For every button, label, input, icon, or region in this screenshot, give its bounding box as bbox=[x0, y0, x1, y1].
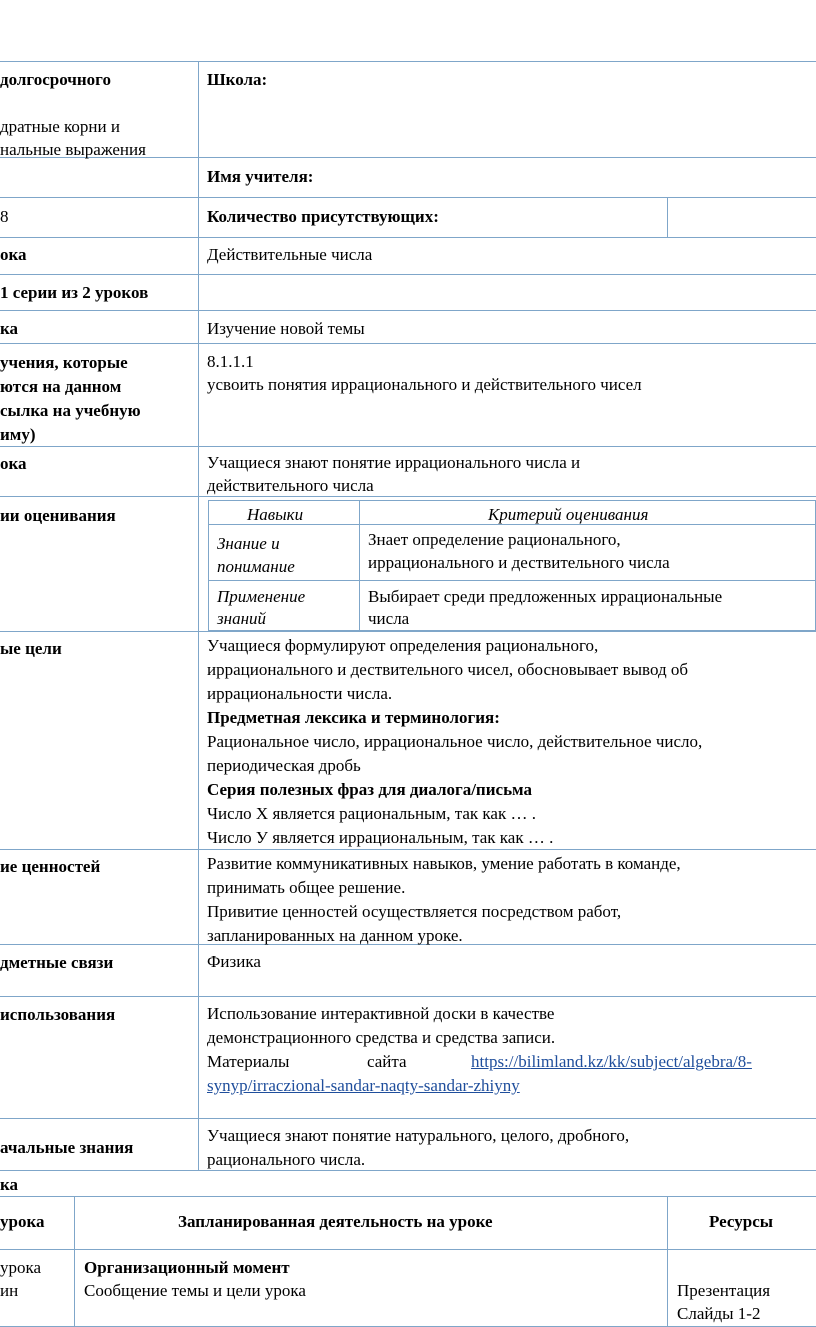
plan-col-divider bbox=[667, 1196, 668, 1327]
language-line: Учащиеся формулируют определения рационального, bbox=[207, 636, 599, 655]
row-divider bbox=[0, 849, 816, 850]
ict-line: Использование интерактивной доски в качестве bbox=[207, 1004, 555, 1023]
prior-label: ачальные знания bbox=[0, 1138, 134, 1157]
objectives-code: 8.1.1.1 bbox=[207, 352, 254, 371]
values-line: запланированных на данном уроке. bbox=[207, 926, 463, 945]
inner-table-top bbox=[208, 500, 816, 501]
lesson-goals-line: Учащиеся знают понятие иррационального числа и bbox=[207, 453, 581, 472]
assessment-criterion: Знает определение рационального, bbox=[368, 530, 621, 549]
vocabulary-heading: Предметная лексика и терминология: bbox=[207, 708, 500, 727]
language-line: Число У является иррациональным, так как … . bbox=[207, 828, 554, 847]
language-label: ые цели bbox=[0, 639, 62, 658]
inner-table-bottom bbox=[208, 630, 816, 631]
row-divider bbox=[0, 996, 816, 997]
plan-header-resources: Ресурсы bbox=[709, 1212, 774, 1231]
row-divider bbox=[0, 446, 816, 447]
table-top-border bbox=[0, 61, 816, 62]
objectives-text: усвоить понятия иррационального и действительного чисел bbox=[207, 375, 642, 394]
assessment-skill: знаний bbox=[217, 609, 266, 628]
plan-header-bottom bbox=[0, 1249, 816, 1250]
assessment-header-skills: Навыки bbox=[247, 505, 304, 524]
inner-table-row-divider bbox=[208, 580, 816, 581]
row-divider bbox=[0, 197, 816, 198]
lesson-type-label: ка bbox=[0, 319, 19, 338]
language-line: иррационального и дествительного чисел, обосновывает вывод об bbox=[207, 660, 689, 679]
language-line: Рациональное число, иррациональное число, действительное число, bbox=[207, 732, 703, 751]
row-divider bbox=[0, 237, 816, 238]
ict-label: использования bbox=[0, 1005, 116, 1024]
topic-label: ока bbox=[0, 245, 27, 264]
cross-value: Физика bbox=[207, 952, 261, 971]
values-label: ие ценностей bbox=[0, 857, 101, 876]
plan-stage-line: ин bbox=[0, 1281, 19, 1300]
section-value-line: нальные выражения bbox=[0, 140, 146, 159]
assessment-label: ии оценивания bbox=[0, 506, 116, 525]
plan-header-stage: урока bbox=[0, 1212, 45, 1231]
prior-line: рационального числа. bbox=[207, 1150, 366, 1169]
section-value-line: дратные корни и bbox=[0, 117, 120, 136]
assessment-criterion: иррационального и дествительного числа bbox=[368, 553, 670, 572]
inner-table-left bbox=[208, 500, 209, 630]
row-divider bbox=[0, 310, 816, 311]
ict-materials-word: Материалы bbox=[207, 1052, 290, 1071]
plan-resource-line: Презентация bbox=[677, 1281, 771, 1300]
values-line: принимать общее решение. bbox=[207, 878, 406, 897]
inner-table-col-divider bbox=[359, 500, 360, 630]
language-line: иррациональности числа. bbox=[207, 684, 393, 703]
assessment-skill: Знание и bbox=[217, 534, 280, 553]
plan-stage-line: урока bbox=[0, 1258, 42, 1277]
plan-activity-text: Сообщение темы и цели урока bbox=[84, 1281, 306, 1300]
ict-site-word: сайта bbox=[367, 1052, 407, 1071]
school-label: Школа: bbox=[207, 70, 268, 89]
column-divider bbox=[198, 61, 199, 1170]
plan-col-divider bbox=[74, 1196, 75, 1327]
cross-label: дметные связи bbox=[0, 953, 114, 972]
language-line: периодическая дробь bbox=[207, 756, 361, 775]
ict-line: демонстрационного средства и средства записи. bbox=[207, 1028, 556, 1047]
present-cell-divider bbox=[667, 197, 668, 237]
objectives-label-line: сылка на учебную bbox=[0, 401, 141, 420]
values-line: Развитие коммуникативных навыков, умение работать в команде, bbox=[207, 854, 681, 873]
ict-link[interactable]: https://bilimland.kz/kk/subject/algebra/8- bbox=[471, 1052, 752, 1071]
objectives-label-line: учения, которые bbox=[0, 353, 128, 372]
row-divider bbox=[0, 1118, 816, 1119]
phrases-heading: Серия полезных фраз для диалога/письма bbox=[207, 780, 533, 799]
plan-activity-title: Организационный момент bbox=[84, 1258, 290, 1277]
plan-table-top bbox=[0, 1196, 816, 1197]
assessment-header-criteria: Критерий оценивания bbox=[488, 505, 649, 524]
row-divider bbox=[0, 496, 816, 497]
plan-heading: ка bbox=[0, 1175, 19, 1194]
lesson-type-value: Изучение новой темы bbox=[207, 319, 365, 338]
objectives-label-line: ются на данном bbox=[0, 377, 122, 396]
lesson-goals-line: действительного числа bbox=[207, 476, 374, 495]
row-divider bbox=[0, 343, 816, 344]
series-label: 1 серии из 2 уроков bbox=[0, 283, 149, 302]
row-divider bbox=[0, 274, 816, 275]
plan-header-activity: Запланированная деятельность на уроке bbox=[178, 1212, 493, 1231]
topic-value: Действительные числа bbox=[207, 245, 373, 264]
section-label: долгосрочного bbox=[0, 70, 111, 89]
assessment-skill: Применение bbox=[217, 587, 306, 606]
assessment-criterion: Выбирает среди предложенных иррациональные bbox=[368, 587, 723, 606]
ict-link-continued[interactable]: synyp/irraczional-sandar-naqty-sandar-zhiyny bbox=[207, 1076, 520, 1095]
table-bottom-border bbox=[0, 1170, 816, 1171]
row-divider bbox=[0, 631, 816, 632]
prior-line: Учащиеся знают понятие натурального, целого, дробного, bbox=[207, 1126, 630, 1145]
grade-label: 8 bbox=[0, 207, 9, 226]
assessment-criterion: числа bbox=[368, 609, 410, 628]
language-line: Число Х является рациональным, так как … . bbox=[207, 804, 536, 823]
objectives-label-line: иму) bbox=[0, 425, 36, 444]
plan-resource-line: Слайды 1-2 bbox=[677, 1304, 761, 1323]
values-line: Привитие ценностей осуществляется посредством работ, bbox=[207, 902, 622, 921]
present-label: Количество присутствующих: bbox=[207, 207, 439, 226]
assessment-skill: понимание bbox=[217, 557, 295, 576]
lesson-goals-label: ока bbox=[0, 454, 27, 473]
teacher-label: Имя учителя: bbox=[207, 167, 314, 186]
